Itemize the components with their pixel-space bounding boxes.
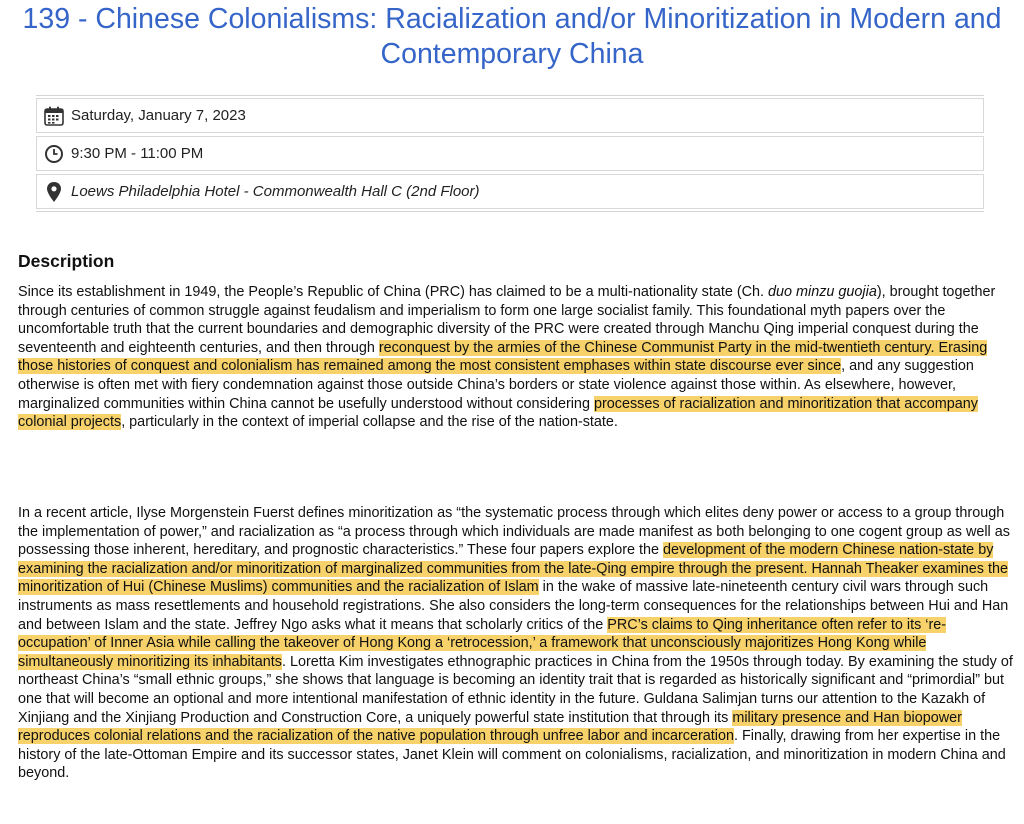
highlighted-text: development of the modern Chinese nation-state by examining the racialization and/or minoritization of marginalized communities from the late-Qing empire through the present. Hannah Theaker examines the minoritization of Hui (Chinese Muslims) communities and the racialization of Islam: [18, 542, 1009, 596]
location-row: [36, 174, 984, 209]
text-span: , particularly in the context of imperial collapse and the rise of the nation-state.: [121, 414, 618, 431]
description-heading: Description: [18, 251, 115, 271]
highlighted-text: military presence and Han biopower reproduces colonial relations and the racialization of the native population through unfree labor and incarceration: [18, 709, 962, 745]
location-text: Loews Philadelphia Hotel - Commonwealth Hall C (2nd Floor): [71, 183, 480, 200]
description-paragraph-1: [18, 283, 1016, 432]
map-pin-icon: [37, 181, 71, 203]
description-paragraph-2: [18, 504, 1016, 783]
date-text: Saturday, January 7, 2023: [71, 107, 246, 124]
session-title: 139 - Chinese Colonialisms: Racialization and/or Minoritization in Modern and Contemporary China: [22, 3, 1002, 70]
calendar-icon: [37, 105, 71, 127]
highlighted-text: PRC’s claims to Qing inheritance often refer to its ‘re-occupation’ of Inner Asia while calling the takeover of Hong Kong a ‘retrocession,’ a framework that unconsciously majoritizes Hong Kong while simultaneously minoritizing its inhabitants: [18, 616, 947, 670]
time-text: 9:30 PM - 11:00 PM: [71, 145, 204, 162]
text-span: ), brought together through centuries of common struggle against feudalism and imperialism to form one large socialist family. This foundational myth papers over the uncomfortable truth that the current boundaries and demographic diversity of the PRC were created through Manchu Qing imperial conquest during the seventeenth and eighteenth centuries, and then through: [18, 284, 996, 356]
text-span: Since its establishment in 1949, the People’s Republic of China (PRC) has claimed to be a multi-nationality state (Ch.: [18, 284, 769, 300]
highlighted-text: processes of racialization and minoritization that accompany colonial projects: [18, 395, 978, 431]
italic-term: duo minzu guojia: [768, 284, 877, 300]
text-span: In a recent article, Ilyse Morgenstein Fuerst defines minoritization as “the systematic process through which elites deny power or access to a group through the implementation of power,” and racialization as “a process through which individuals are made manifest as both belonging to one cogent group as well as possessing those inherent, hereditary, and prognostic characteristics.” These four papers explore the: [18, 505, 1010, 559]
date-row: [36, 98, 984, 133]
time-row: [36, 136, 984, 171]
text-span: , and any suggestion otherwise is often met with fiery condemnation against those outside China’s borders or state violence against those within. As elsewhere, however, marginalized communities within China cannot be usefully understood without considering: [18, 358, 974, 412]
highlighted-text: reconquest by the armies of the Chinese Communist Party in the mid-twentieth century. Erasing those histories of conquest and colonialism has remained among the most consistent emphases within state discourse ever since: [18, 339, 988, 375]
clock-icon: [37, 144, 71, 164]
text-span: in the wake of massive late-nineteenth century civil wars through such instruments as mass resettlements and household registrations. She also considers the long-term consequences for the relationships between Hui and Han and between Islam and the state. Jeffrey Ngo asks what it means that scholarly critics of the: [18, 579, 1009, 633]
text-span: . Loretta Kim investigates ethnographic practices in China from the 1950s through today. By examining the study of northeast China’s “small ethnic groups,” she shows that language is becoming an identity trait that is regarded as historically significant and “primordial” but one that will become an optional and more intentional manifestation of ethnic identity in the future. Guldana Salimjan turns our attention to the Kazakh of Xinjiang and the Xinjiang Production and Construction Core, a uniquely powerful state institution that through its: [18, 653, 1013, 726]
session-info: [36, 95, 984, 212]
text-span: . Finally, drawing from her expertise in the history of the late-Ottoman Empire and its successor states, Janet Klein will comment on colonialisms, racialization, and minoritization in modern China and beyond.: [18, 728, 1006, 782]
